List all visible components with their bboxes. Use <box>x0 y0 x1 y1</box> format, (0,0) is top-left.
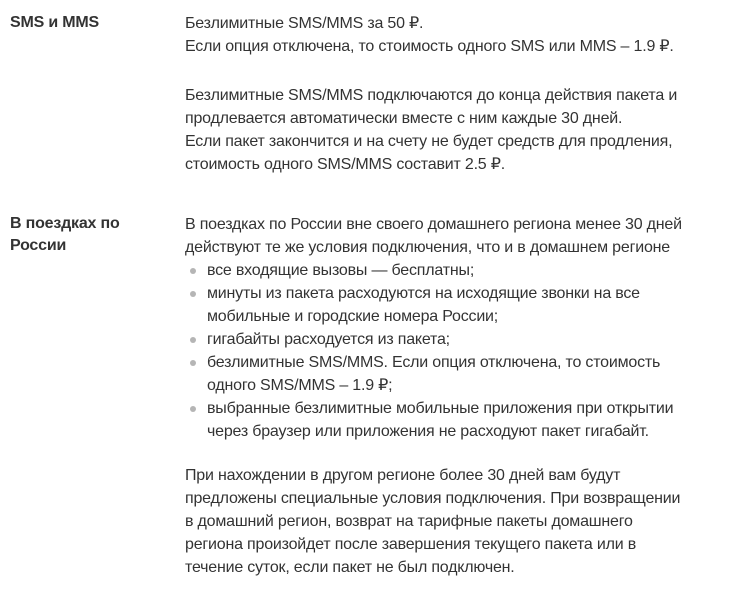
list-item: минуты из пакета расходуются на исходящие звонки на все мобильные и городские номера России; <box>185 282 690 328</box>
paragraph-sms-renewal <box>185 84 690 176</box>
section-travel-russia <box>10 213 717 579</box>
paragraph-travel-closing <box>185 464 690 579</box>
travel-conditions-list <box>185 259 690 443</box>
text-line: Безлимитные SMS/MMS подключаются до конца действия пакета и продлевается автоматически вместе с ним каждые 30 дней. <box>185 87 678 127</box>
text-line: Безлимитные SMS/MMS за 50 ₽. <box>185 15 424 32</box>
list-item: все входящие вызовы — бесплатны; <box>185 259 690 282</box>
section-content-travel-russia <box>185 213 690 579</box>
section-sms-mms <box>10 12 717 176</box>
paragraph-travel-intro <box>185 213 690 259</box>
section-label-sms-mms: SMS и MMS <box>10 14 99 31</box>
section-label-travel-russia: В поездках по России <box>10 215 120 254</box>
text-line: Если пакет закончится и на счету не будет средств для продления, стоимость одного SMS/MMS составит 2.5 ₽. <box>185 133 673 173</box>
list-item: безлимитные SMS/MMS. Если опция отключена, то стоимость одного SMS/MMS – 1.9 ₽; <box>185 351 690 397</box>
list-item: гигабайты расходуется из пакета; <box>185 328 690 351</box>
section-content-sms-mms <box>185 12 690 176</box>
paragraph-sms-pricing <box>185 12 690 58</box>
text-line: В поездках по России вне своего домашнего региона менее 30 дней действуют те же условия подключения, что и в домашнем регионе <box>185 216 682 256</box>
text-line: При нахождении в другом регионе более 30 дней вам будут предложены специальные условия подключения. При возвращении в домашний регион, возврат на тарифные пакеты домашнего региона произойдет после завершения текущего пакета или в течение суток, если пакет не был подключен. <box>185 467 681 576</box>
list-item: выбранные безлимитные мобильные приложения при открытии через браузер или приложения не расходуют пакет гигабайт. <box>185 397 690 443</box>
text-line: Если опция отключена, то стоимость одного SMS или MMS – 1.9 ₽. <box>185 38 674 55</box>
